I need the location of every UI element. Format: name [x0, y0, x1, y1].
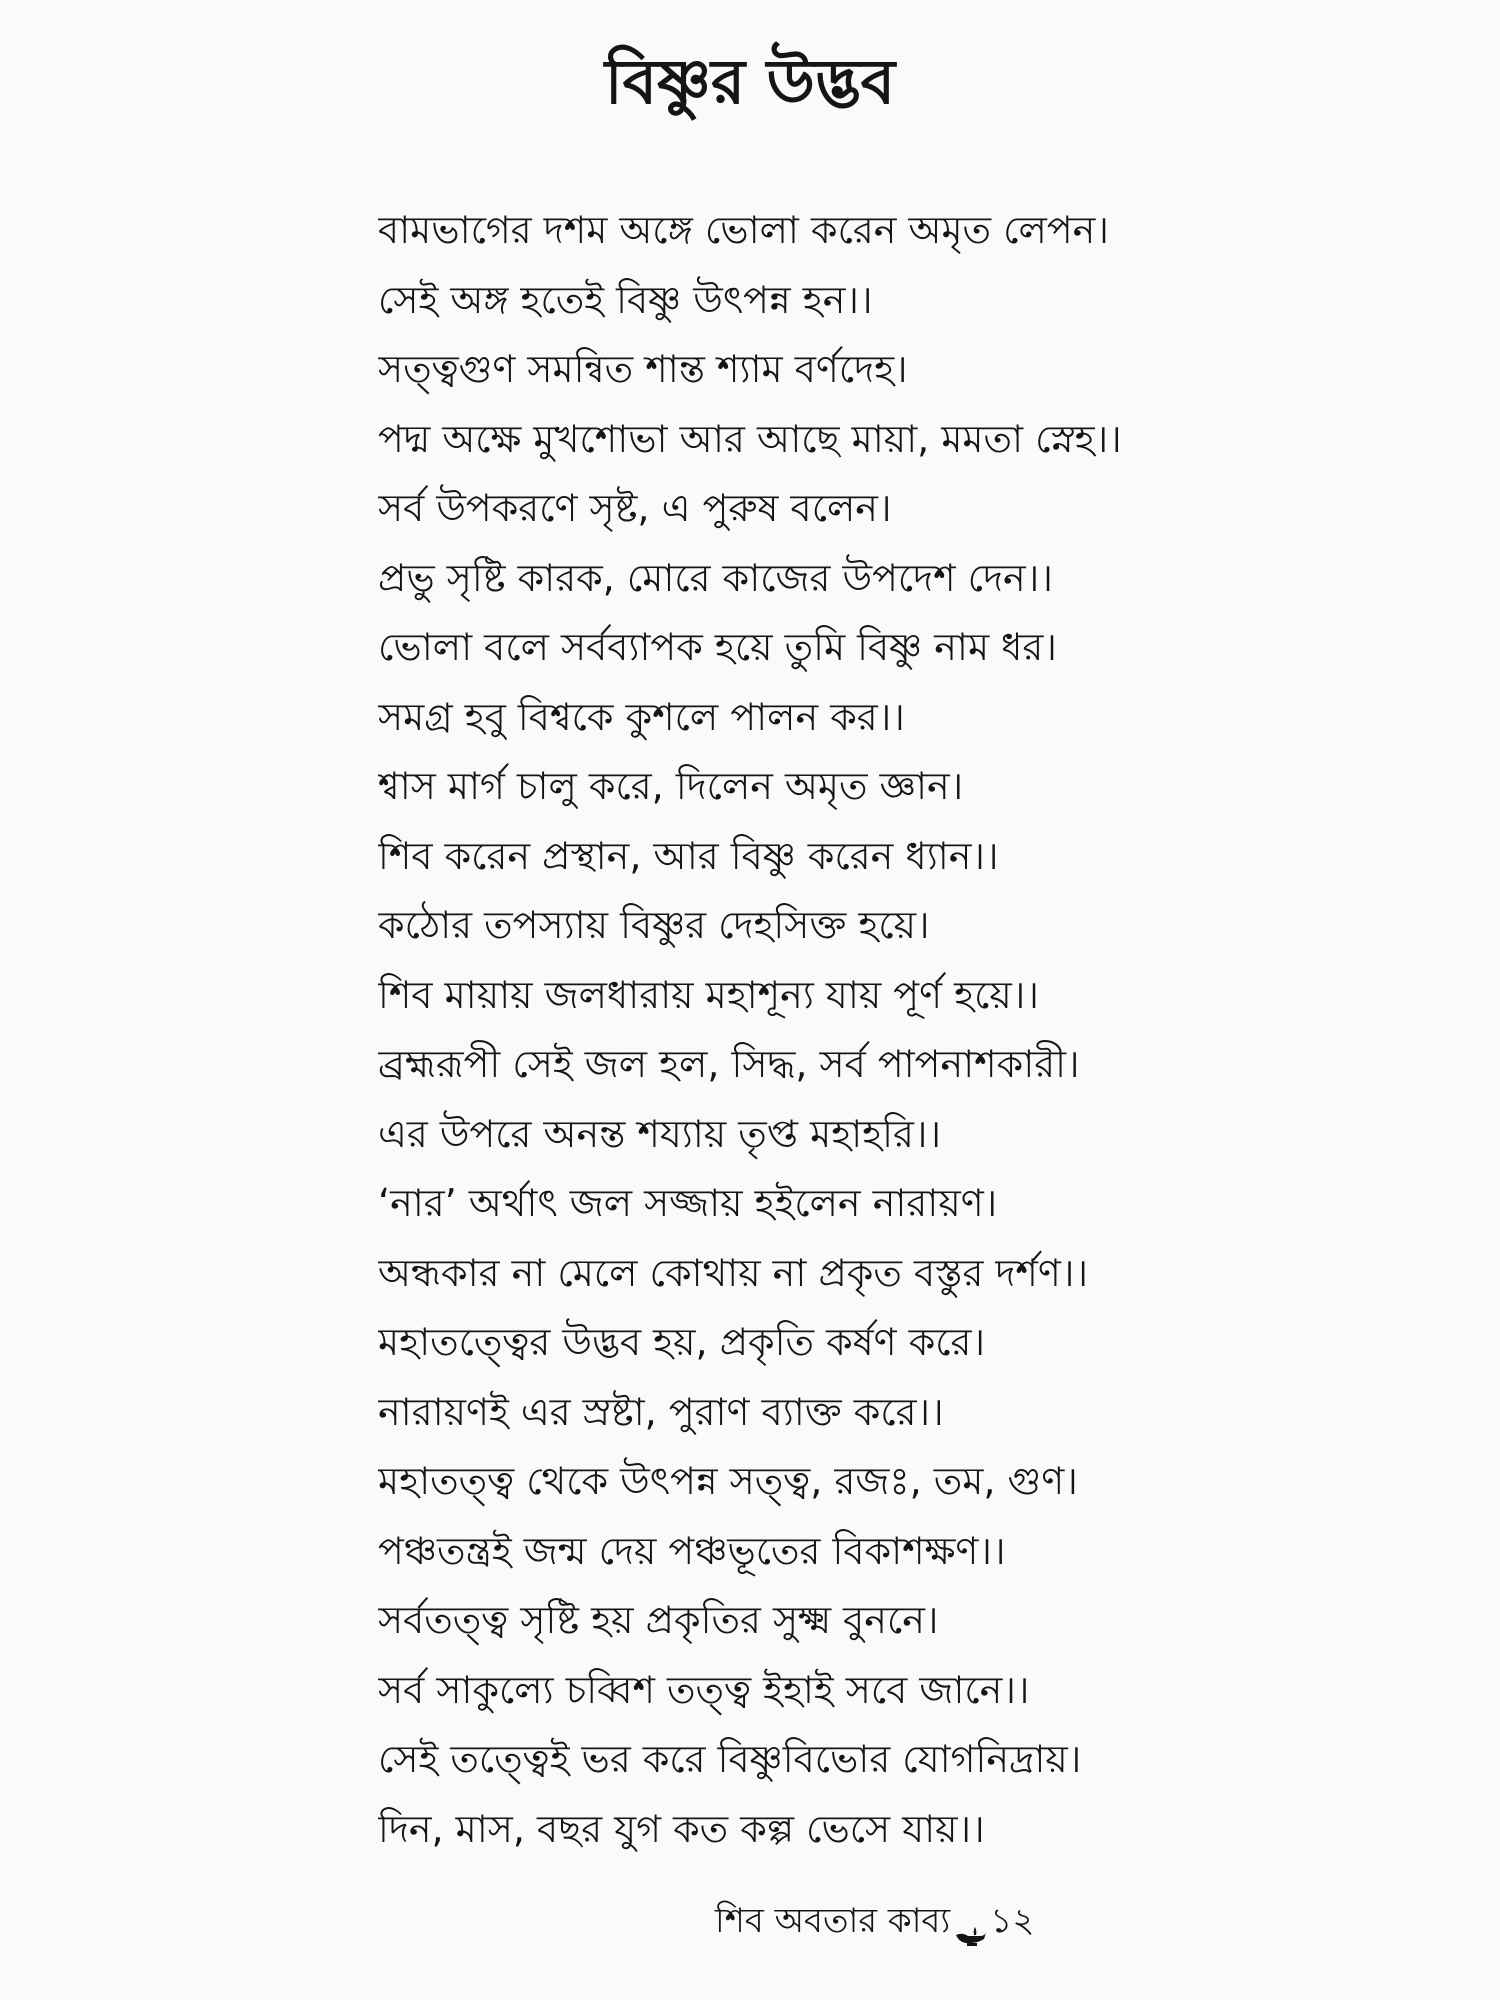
verse-line: বামভাগের দশম অঙ্গে ভোলা করেন অমৃত লেপন। [378, 208, 1109, 252]
verse-line: নারায়ণই এর স্রষ্টা, পুরাণ ব্যাক্ত করে।। [378, 1389, 944, 1434]
page-footer [715, 1896, 1034, 1946]
poem-body [378, 196, 1438, 1864]
verse-line: অন্ধকার না মেলে কোথায় না প্রকৃত বস্তুর দর্শণ।। [378, 1250, 1089, 1295]
page-title: বিষ্ণুর উদ্ভব [604, 45, 896, 118]
verse-line: পঞ্চতন্ত্রই জন্ম দেয় পঞ্চভূতের বিকাশক্ষণ।। [378, 1528, 1006, 1573]
verse-line: প্রভু সৃষ্টি কারক, মোরে কাজের উপদেশ দেন।। [378, 555, 1053, 600]
footer-page-number: ১২ [990, 1901, 1035, 1941]
verse-line: সর্ব সাকুল্যে চব্বিশ তত্ত্ব ইহাই সবে জানে।। [378, 1667, 1030, 1712]
verse-line: এর উপরে অনন্ত শয্যায় তৃপ্ত মহাহরি।। [378, 1111, 942, 1156]
verse-line: শিব মায়ায় জলধারায় মহাশূন্য যায় পূর্ণ হয়ে।। [378, 972, 1039, 1017]
verse-line: সমগ্র হবু বিশ্বকে কুশলে পালন কর।। [378, 694, 905, 739]
verse-line: ভোলা বলে সর্বব্যাপক হয়ে তুমি বিষ্ণু নাম ধর। [378, 625, 1057, 669]
oil-lamp-icon [954, 1912, 988, 1934]
verse-line: সেই তত্ত্বেই ভর করে বিষ্ণুবিভোর যোগনিদ্রায়। [378, 1737, 1082, 1781]
verse-line: পদ্ম অক্ষে মুখশোভা আর আছে মায়া, মমতা স্নেহ।। [378, 416, 1122, 461]
verse-line: শ্বাস মার্গ চালু করে, দিলেন অমৃত জ্ঞান। [378, 764, 964, 808]
verse-line: কঠোর তপস্যায় বিষ্ণুর দেহসিক্ত হয়ে। [378, 903, 930, 947]
verse-line: ‘নার’ অর্থাৎ জল সজ্জায় হইলেন নারায়ণ। [378, 1181, 998, 1225]
verse-line: সেই অঙ্গ হতেই বিষ্ণু উৎপন্ন হন।। [378, 277, 873, 322]
verse-line: দিন, মাস, বছর যুগ কত কল্প ভেসে যায়।। [378, 1806, 985, 1851]
verse-line: সর্ব উপকরণে সৃষ্ট, এ পুরুষ বলেন। [378, 486, 892, 530]
verse-line: মহাতত্ত্ব থেকে উৎপন্ন সত্ত্ব, রজঃ, তম, গুণ। [378, 1459, 1078, 1503]
verse-line: শিব করেন প্রস্থান, আর বিষ্ণু করেন ধ্যান।। [378, 833, 999, 878]
verse-line: সত্ত্বগুণ সমন্বিত শান্ত শ্যাম বর্ণদেহ। [378, 347, 908, 391]
verse-line: সর্বতত্ত্ব সৃষ্টি হয় প্রকৃতির সুক্ষ্ম বুননে। [378, 1598, 939, 1642]
verse-line: ব্রহ্মরূপী সেই জল হল, সিদ্ধ, সর্ব পাপনাশকারী। [378, 1042, 1080, 1086]
footer-book-title: শিব অবতার কাব্য [715, 1901, 951, 1941]
verse-line: মহাতত্ত্বের উদ্ভব হয়, প্রকৃতি কর্ষণ করে। [378, 1320, 986, 1364]
